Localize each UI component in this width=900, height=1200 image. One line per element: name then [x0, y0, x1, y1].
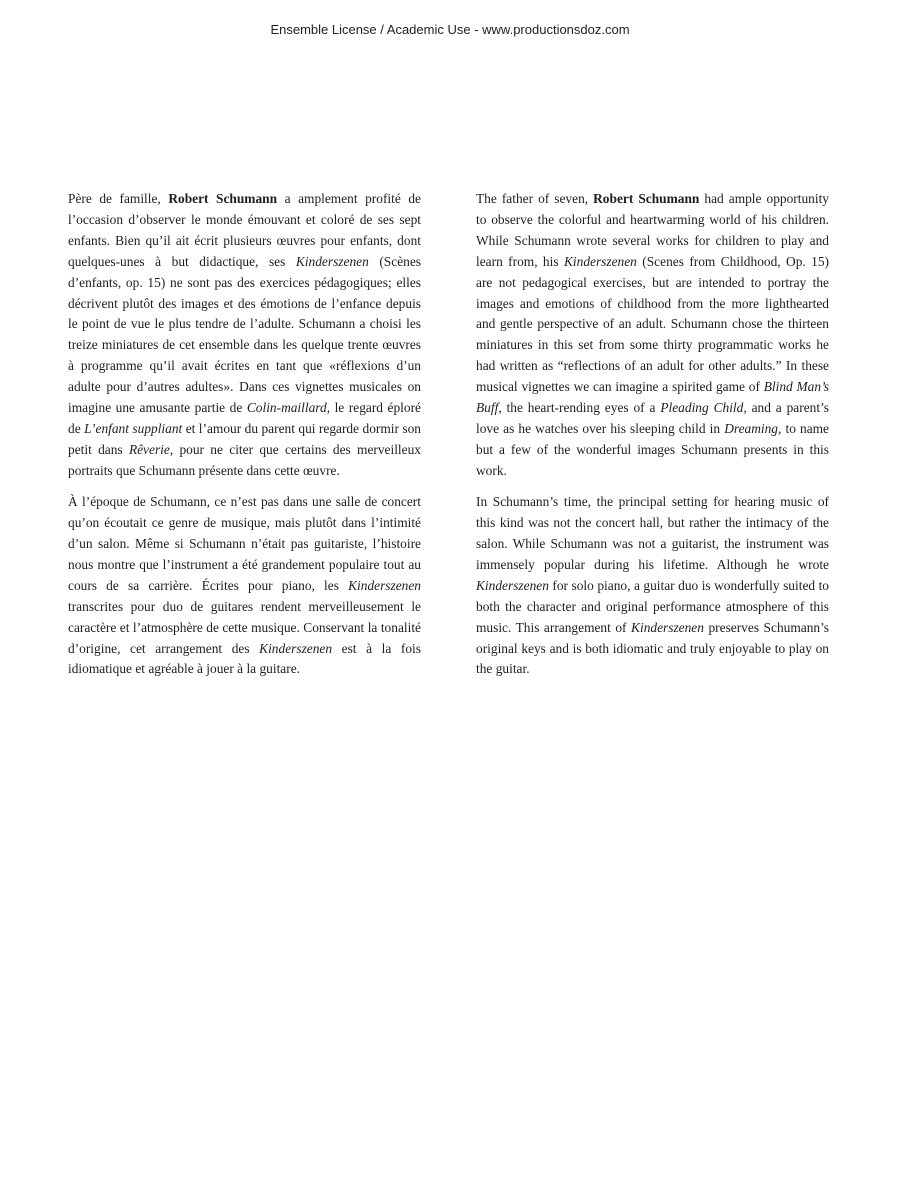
- work-title: Kinderszenen: [348, 577, 421, 593]
- text-run: had ample opportunity to observe the colorful and heartwarming world of his children. While Schumann wrote several works for children to play and learn from, his: [476, 191, 829, 269]
- work-title: Kinderszenen: [631, 619, 704, 635]
- piece-title: Pleading Child: [660, 400, 744, 416]
- english-paragraph-2: [476, 492, 829, 680]
- text-run: Père de famille,: [68, 191, 169, 206]
- text-run: (Scenes from Childhood, Op. 15) are not pedagogical exercises, but are intended to portray the images and emotions of childhood from the more lighthearted and gentle perspective of an adult. Schumann chose the thirteen miniatures in this set from some thirty programmatic works he had written as “reflections of an adult for other adults.” In these musical vignettes we can imagine a spirited game of: [476, 253, 829, 395]
- piece-title: Colin-maillard: [246, 400, 327, 416]
- text-run: , le regard éploré de: [68, 400, 421, 436]
- french-paragraph-2: [68, 492, 421, 680]
- english-column: [476, 189, 829, 691]
- text-run: , the heart-rending eyes of a: [498, 400, 661, 416]
- english-paragraph-1: [476, 189, 829, 482]
- license-header: Ensemble License / Academic Use - www.productionsdoz.com: [270, 22, 630, 37]
- text-run: , to name but a few of the wonderful images Schumann presents in this work.: [476, 420, 829, 478]
- text-run: (Scènes d’enfants, op. 15) ne sont pas des exercices pédagogiques; elles décrivent plutôt des images et des émotions de l’enfance depuis le point de vue le plus tendre de l’adulte. Schumann a choisi les treize miniatures de cet ensemble dans les quelque trente œuvres à programme qu’il avait écrites en tant que «réflexions d’un adulte pour d’autres adultes». Dans ces vignettes musicales on imagine une amusante partie de: [68, 253, 421, 416]
- work-title: Kinderszenen: [295, 253, 369, 269]
- french-paragraph-1: [68, 189, 421, 482]
- text-run: , pour ne citer que certains des merveilleux portraits que Schumann présente dans cette œuvre.: [68, 441, 421, 478]
- text-run: a amplement profité de l’occasion d’observer le monde émouvant et coloré de ses sept enfants. Bien qu’il ait écrit plusieurs œuvres pour enfants, dont quelques-unes à but didactique, ses: [68, 191, 421, 269]
- text-run: In Schumann’s time, the principal setting for hearing music of this kind was not the concert hall, but rather the intimacy of the salon. While Schumann was not a guitarist, the instrument was immensely popular during his lifetime. Although he wrote: [476, 494, 829, 572]
- work-title: Kinderszenen: [476, 577, 549, 593]
- composer-name: Robert Schumann: [168, 191, 278, 206]
- piece-title: Rêverie: [128, 441, 170, 457]
- work-title: Kinderszenen: [259, 640, 333, 656]
- piece-title: L’enfant suppliant: [84, 420, 183, 436]
- text-run: transcrites pour duo de guitares rendent merveilleusement le caractère et l’atmosphère de cette musique. Conservant la tonalité d’origine, cet arrangement des: [68, 598, 421, 656]
- text-run: est à la fois idiomatique et agréable à jouer à la guitare.: [68, 640, 421, 677]
- text-run: et l’amour du parent qui regarde dormir son petit dans: [68, 420, 421, 457]
- work-title: Kinderszenen: [563, 253, 637, 269]
- text-run: for solo piano, a guitar duo is wonderfully suited to both the character and original performance atmosphere of this music. This arrangement of: [476, 577, 829, 635]
- french-column: [68, 189, 421, 691]
- piece-title: Blind Man’s Buff: [476, 379, 829, 416]
- text-run: The father of seven,: [476, 191, 594, 206]
- piece-title: Dreaming: [724, 420, 779, 436]
- text-run: , and a parent’s love as he watches over his sleeping child in: [476, 400, 829, 436]
- text-run: À l’époque de Schumann, ce n’est pas dans une salle de concert qu’on écoutait ce genre de musique, mais plutôt dans l’intimité d’un salon. Même si Schumann n’était pas guitariste, l’histoire nous montre que l’instrument a été grandement populaire tout au cours de sa carrière. Écrites pour piano, les: [68, 494, 421, 593]
- composer-name: Robert Schumann: [593, 191, 700, 206]
- text-run: preserves Schumann’s original keys and is both idiomatic and truly enjoyable to play on the guitar.: [476, 619, 830, 677]
